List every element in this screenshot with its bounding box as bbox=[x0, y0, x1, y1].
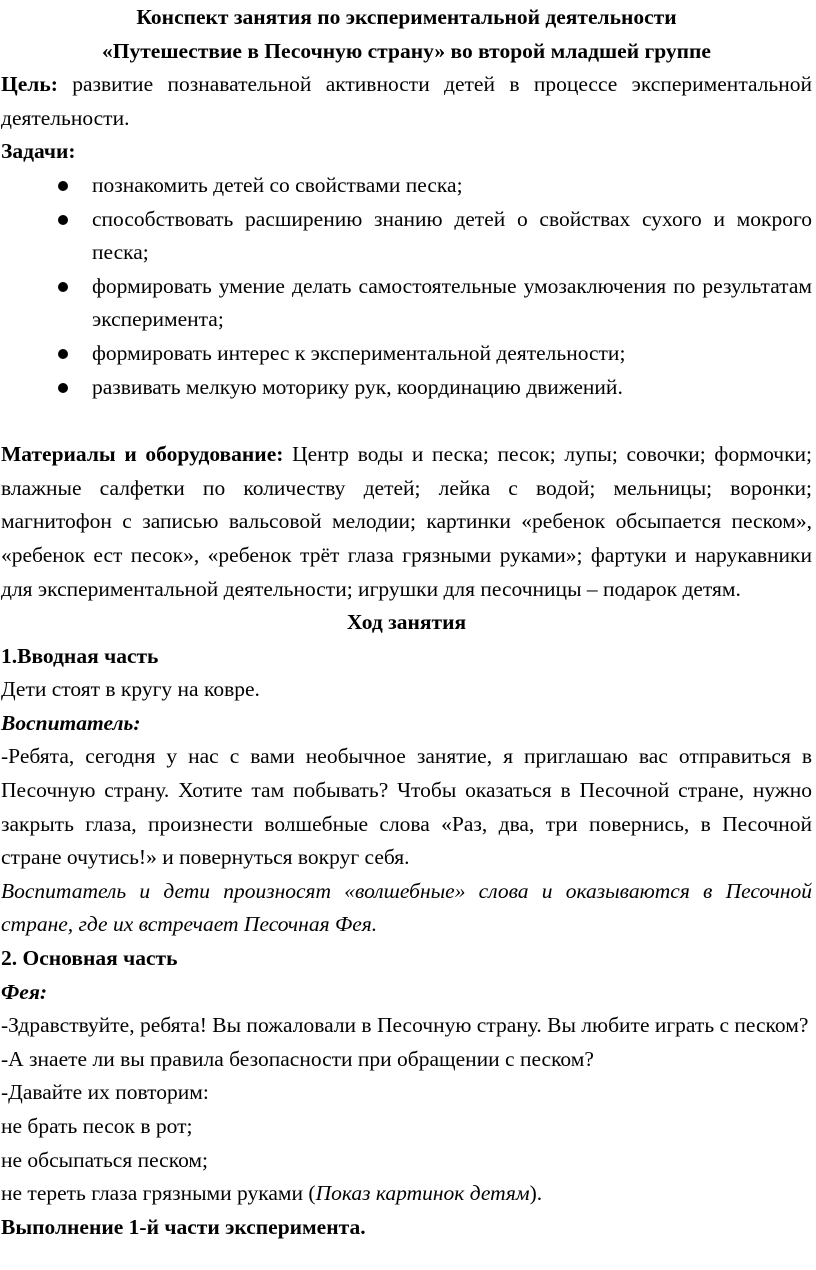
rule-3 bbox=[1, 1177, 812, 1211]
list-item bbox=[92, 169, 812, 203]
fairy-speaker-label: Фея: bbox=[1, 979, 48, 1004]
list-item bbox=[92, 337, 812, 371]
task-text: развивать мелкую моторику рук, координацию движений. bbox=[92, 374, 623, 399]
task-text: формировать интерес к экспериментальной деятельности; bbox=[92, 340, 626, 365]
materials-label: Материалы и оборудование: bbox=[1, 442, 284, 467]
list-item bbox=[92, 371, 812, 405]
rule-2: не обсыпаться песком; bbox=[1, 1147, 209, 1172]
blank-line bbox=[1, 404, 812, 438]
list-item bbox=[92, 270, 812, 337]
goal-paragraph bbox=[1, 68, 812, 135]
bullet-icon bbox=[58, 349, 68, 359]
tasks-list bbox=[1, 169, 812, 404]
part1-heading: 1.Вводная часть bbox=[1, 643, 159, 668]
teacher-remark: Воспитатель и дети произносят «волшебные» слова и оказываются в Песочной стране, где их встречает Песочная Фея. bbox=[1, 878, 812, 937]
materials-paragraph bbox=[1, 438, 812, 606]
document-title-line-2: «Путешествие в Песочную страну» во второй младшей группе bbox=[102, 38, 711, 63]
teacher-speaker-label: Воспитатель: bbox=[1, 710, 141, 735]
bullet-icon bbox=[58, 383, 68, 393]
bullet-icon bbox=[58, 282, 68, 292]
part2-heading: 2. Основная часть bbox=[1, 946, 178, 971]
task-text: формировать умение делать самостоятельные умозаключения по результатам эксперимента; bbox=[92, 273, 812, 332]
rule-3-text: не тереть глаза грязными руками ( bbox=[1, 1181, 316, 1206]
fairy-line-2: -А знаете ли вы правила безопасности при обращении с песком? bbox=[1, 1046, 594, 1071]
experiment-heading: Выполнение 1-й части эксперимента. bbox=[1, 1214, 366, 1239]
goal-text: развитие познавательной активности детей в процессе экспериментальной деятельности. bbox=[1, 72, 812, 130]
task-text: познакомить детей со свойствами песка; bbox=[92, 172, 463, 197]
teacher-speech: -Ребята, сегодня у нас с вами необычное занятие, я приглашаю вас отправиться в Песочную страну. Хотите там побывать? Чтобы оказаться в Песочной стране, нужно закрыть глаза, произнести волшебные слова «Раз, два, три повернись, в Песочной стране очутись!» и повернуться вокруг себя. bbox=[1, 744, 812, 870]
part1-text: Дети стоят в кругу на ковре. bbox=[1, 677, 260, 702]
bullet-icon bbox=[58, 181, 68, 191]
task-text: способствовать расширению знанию детей о свойствах сухого и мокрого песка; bbox=[92, 206, 812, 265]
rule-1: не брать песок в рот; bbox=[1, 1114, 193, 1138]
rule-3-end: ). bbox=[529, 1181, 543, 1206]
document-title-line-1: Конспект занятия по экспериментальной деятельности bbox=[136, 5, 677, 29]
rule-3-note: Показ картинок детям bbox=[315, 1181, 530, 1206]
list-item bbox=[92, 203, 812, 270]
goal-label: Цель: bbox=[1, 72, 58, 97]
fairy-line-1: -Здравствуйте, ребята! Вы пожаловали в Песочную страну. Вы любите играть с песком? bbox=[1, 1013, 809, 1038]
course-title: Ход занятия bbox=[346, 610, 467, 635]
fairy-line-3: -Давайте их повторим: bbox=[1, 1080, 209, 1105]
bullet-icon bbox=[58, 215, 68, 225]
tasks-label: Задачи: bbox=[1, 139, 76, 164]
materials-text: Центр воды и песка; песок; лупы; совочки; формочки; влажные салфетки по количеству детей; лейка с водой; мельницы; воронки; магнитофон с записью вальсовой мелодии; картинки «ребенок обсыпается песком», «ребенок ест песок», «ребенок трёт глаза грязными руками»; фартуки и нарукавники для экспериментальной деятельности; игрушки для песочницы – подарок детям. bbox=[1, 442, 813, 601]
